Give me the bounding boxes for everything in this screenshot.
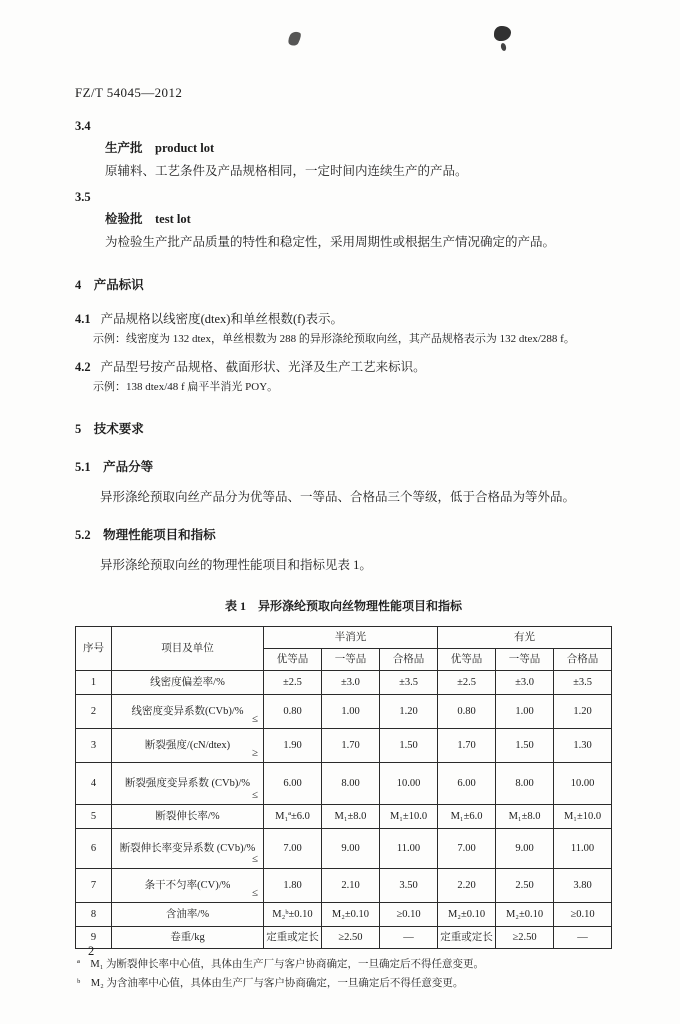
item-operator: ≥ — [251, 746, 258, 759]
table-row — [76, 828, 612, 868]
section-4-heading: 4 产品标识 — [75, 277, 144, 292]
item-name: 断裂强度/(cN/dtex) — [144, 739, 231, 751]
cell-seq: 4 — [76, 762, 112, 804]
scan-ink-artifact — [494, 26, 511, 41]
cell-seq: 3 — [76, 728, 112, 762]
clause-4-2-example: 示例：138 dtex/48 f 扁平半消光 POY。 — [93, 380, 279, 393]
table-footnotes — [75, 957, 612, 991]
cell-value: 1.50 — [380, 728, 438, 762]
item-name: 断裂强度变异系数 (CVb)/% — [124, 777, 251, 789]
footnote-b: ᵇ M₂ 为含油率中心值，具体由生产厂与客户协商确定，一旦确定后不得任意变更。 — [77, 978, 464, 990]
cell-seq: 1 — [76, 670, 112, 694]
term-title-test-lot: 检验批 test lot — [105, 212, 191, 227]
clause-4-1-text: 产品规格以线密度(dtex)和单丝根数(f)表示。 — [100, 311, 343, 326]
item-operator: ≤ — [251, 712, 258, 725]
table-row — [76, 926, 612, 948]
cell-value: 1.70 — [438, 728, 496, 762]
cell-seq: 9 — [76, 926, 112, 948]
cell-value: M₂±0.10 — [496, 902, 554, 926]
item-operator: ≤ — [251, 886, 258, 899]
clause-4-1-example: 示例：线密度为 132 dtex，单丝根数为 288 的异形涤纶预取向丝，其产品规格表示为 132 dtex/288 f。 — [93, 332, 575, 345]
item-name: 卷重/kg — [170, 931, 205, 943]
page-number: 2 — [88, 944, 95, 958]
clause-number-3-4: 3.4 — [75, 118, 91, 133]
item-name: 含油率/% — [165, 908, 210, 920]
term-title-product-lot: 生产批 product lot — [105, 140, 215, 155]
table-row — [76, 670, 612, 694]
column-header-grade: 优等品 — [264, 648, 322, 670]
cell-value: 11.00 — [554, 828, 612, 868]
cell-item — [112, 902, 264, 926]
cell-value: ≥0.10 — [380, 902, 438, 926]
clause-4-2 — [75, 358, 612, 376]
cell-value: 0.80 — [264, 694, 322, 728]
cell-item — [112, 670, 264, 694]
cell-value: 1.30 — [554, 728, 612, 762]
table-1-title: 表 1 异形涤纶预取向丝物理性能项目和指标 — [224, 599, 462, 614]
item-operator: ≤ — [251, 852, 258, 865]
footnote-a: ª M₁ 为断裂伸长率中心值，具体由生产厂与客户协商确定，一旦确定后不得任意变更。 — [77, 958, 485, 970]
cell-seq: 6 — [76, 828, 112, 868]
cell-value: 2.50 — [496, 868, 554, 902]
cell-seq: 2 — [76, 694, 112, 728]
cell-value: 1.00 — [322, 694, 380, 728]
cell-value: 1.70 — [322, 728, 380, 762]
cell-value: 3.80 — [554, 868, 612, 902]
cell-item — [112, 868, 264, 902]
column-header-grade: 一等品 — [322, 648, 380, 670]
item-name: 条干不匀率(CV)/% — [144, 879, 231, 891]
term-definition-product-lot: 原辅料、工艺条件及产品规格相同，一定时间内连续生产的产品。 — [105, 164, 468, 179]
column-header-item: 项目及单位 — [112, 626, 264, 670]
term-definition-test-lot: 为检验生产批产品质量的特性和稳定性，采用周期性或根据生产情况确定的产品。 — [105, 235, 556, 250]
column-header-grade: 一等品 — [496, 648, 554, 670]
cell-value: M₂ᵇ±0.10 — [264, 902, 322, 926]
cell-value: ±3.0 — [496, 670, 554, 694]
cell-value: 定重或定长 — [438, 926, 496, 948]
cell-value: 10.00 — [380, 762, 438, 804]
cell-value: 定重或定长 — [264, 926, 322, 948]
cell-value: — — [380, 926, 438, 948]
scan-ink-artifact — [286, 29, 303, 47]
cell-value: 8.00 — [322, 762, 380, 804]
cell-value: M₁ª±6.0 — [264, 804, 322, 828]
cell-value: 8.00 — [496, 762, 554, 804]
section-5-1-paragraph: 异形涤纶预取向丝产品分为优等品、一等品、合格品三个等级，低于合格品为等外品。 — [100, 490, 576, 505]
table-row — [76, 902, 612, 926]
item-name: 线密度变异系数(CVb)/% — [131, 705, 244, 717]
section-5-2-paragraph: 异形涤纶预取向丝的物理性能项目和指标见表 1。 — [100, 558, 372, 573]
scan-ink-artifact — [500, 42, 507, 51]
cell-value: M₁±8.0 — [322, 804, 380, 828]
column-header-grade: 优等品 — [438, 648, 496, 670]
item-name: 线密度偏差率/% — [150, 676, 225, 688]
cell-value: 1.50 — [496, 728, 554, 762]
clause-4-1 — [75, 310, 612, 328]
table-row — [76, 762, 612, 804]
cell-seq: 8 — [76, 902, 112, 926]
table-header-row-groups — [76, 626, 612, 648]
cell-value: ±3.0 — [322, 670, 380, 694]
cell-value: 7.00 — [438, 828, 496, 868]
section-5-1-heading: 5.1 产品分等 — [75, 459, 154, 474]
cell-value: M₁±10.0 — [554, 804, 612, 828]
cell-value: 1.90 — [264, 728, 322, 762]
cell-value: — — [554, 926, 612, 948]
table-row — [76, 694, 612, 728]
cell-value: M₁±10.0 — [380, 804, 438, 828]
page-content — [75, 84, 612, 993]
cell-item — [112, 926, 264, 948]
cell-value: 2.10 — [322, 868, 380, 902]
section-5-2-heading: 5.2 物理性能项目和指标 — [75, 528, 216, 543]
cell-value: M₁±6.0 — [438, 804, 496, 828]
cell-value: ≥2.50 — [496, 926, 554, 948]
cell-value: 1.20 — [554, 694, 612, 728]
cell-value: 9.00 — [496, 828, 554, 868]
cell-value: ≥2.50 — [322, 926, 380, 948]
cell-value: 1.80 — [264, 868, 322, 902]
cell-value: 6.00 — [264, 762, 322, 804]
table-row — [76, 728, 612, 762]
cell-value: 7.00 — [264, 828, 322, 868]
cell-value: 3.50 — [380, 868, 438, 902]
cell-value: M₂±0.10 — [438, 902, 496, 926]
column-group-bright: 有光 — [438, 626, 612, 648]
cell-item — [112, 762, 264, 804]
item-name: 断裂伸长率变异系数 (CVb)/% — [119, 842, 256, 854]
cell-value: 9.00 — [322, 828, 380, 868]
cell-value: 2.20 — [438, 868, 496, 902]
clause-4-2-text: 产品型号按产品规格、截面形状、光泽及生产工艺来标识。 — [100, 359, 426, 374]
table-row — [76, 868, 612, 902]
cell-item — [112, 804, 264, 828]
clause-number-3-5: 3.5 — [75, 190, 91, 205]
cell-value: M₁±8.0 — [496, 804, 554, 828]
column-group-semi-dull: 半消光 — [264, 626, 438, 648]
cell-value: M₂±0.10 — [322, 902, 380, 926]
cell-value: 1.20 — [380, 694, 438, 728]
item-name: 断裂伸长率/% — [155, 810, 220, 822]
cell-value: 10.00 — [554, 762, 612, 804]
cell-item — [112, 828, 264, 868]
cell-seq: 7 — [76, 868, 112, 902]
cell-value: 0.80 — [438, 694, 496, 728]
column-header-grade: 合格品 — [380, 648, 438, 670]
cell-value: 6.00 — [438, 762, 496, 804]
cell-value: ≥0.10 — [554, 902, 612, 926]
standard-code-header: FZ/T 54045—2012 — [75, 85, 183, 100]
column-header-seq: 序号 — [76, 626, 112, 670]
clause-4-2-number: 4.2 — [75, 359, 91, 374]
cell-value: ±3.5 — [380, 670, 438, 694]
item-operator: ≤ — [251, 788, 258, 801]
clause-4-1-number: 4.1 — [75, 311, 91, 326]
cell-value: 1.00 — [496, 694, 554, 728]
physical-properties-table — [75, 626, 612, 949]
cell-value: ±3.5 — [554, 670, 612, 694]
column-header-grade: 合格品 — [554, 648, 612, 670]
section-5-heading: 5 技术要求 — [75, 421, 144, 436]
cell-value: 11.00 — [380, 828, 438, 868]
cell-value: ±2.5 — [438, 670, 496, 694]
cell-item — [112, 728, 264, 762]
cell-value: ±2.5 — [264, 670, 322, 694]
table-body — [76, 670, 612, 948]
table-row — [76, 804, 612, 828]
cell-item — [112, 694, 264, 728]
cell-seq: 5 — [76, 804, 112, 828]
